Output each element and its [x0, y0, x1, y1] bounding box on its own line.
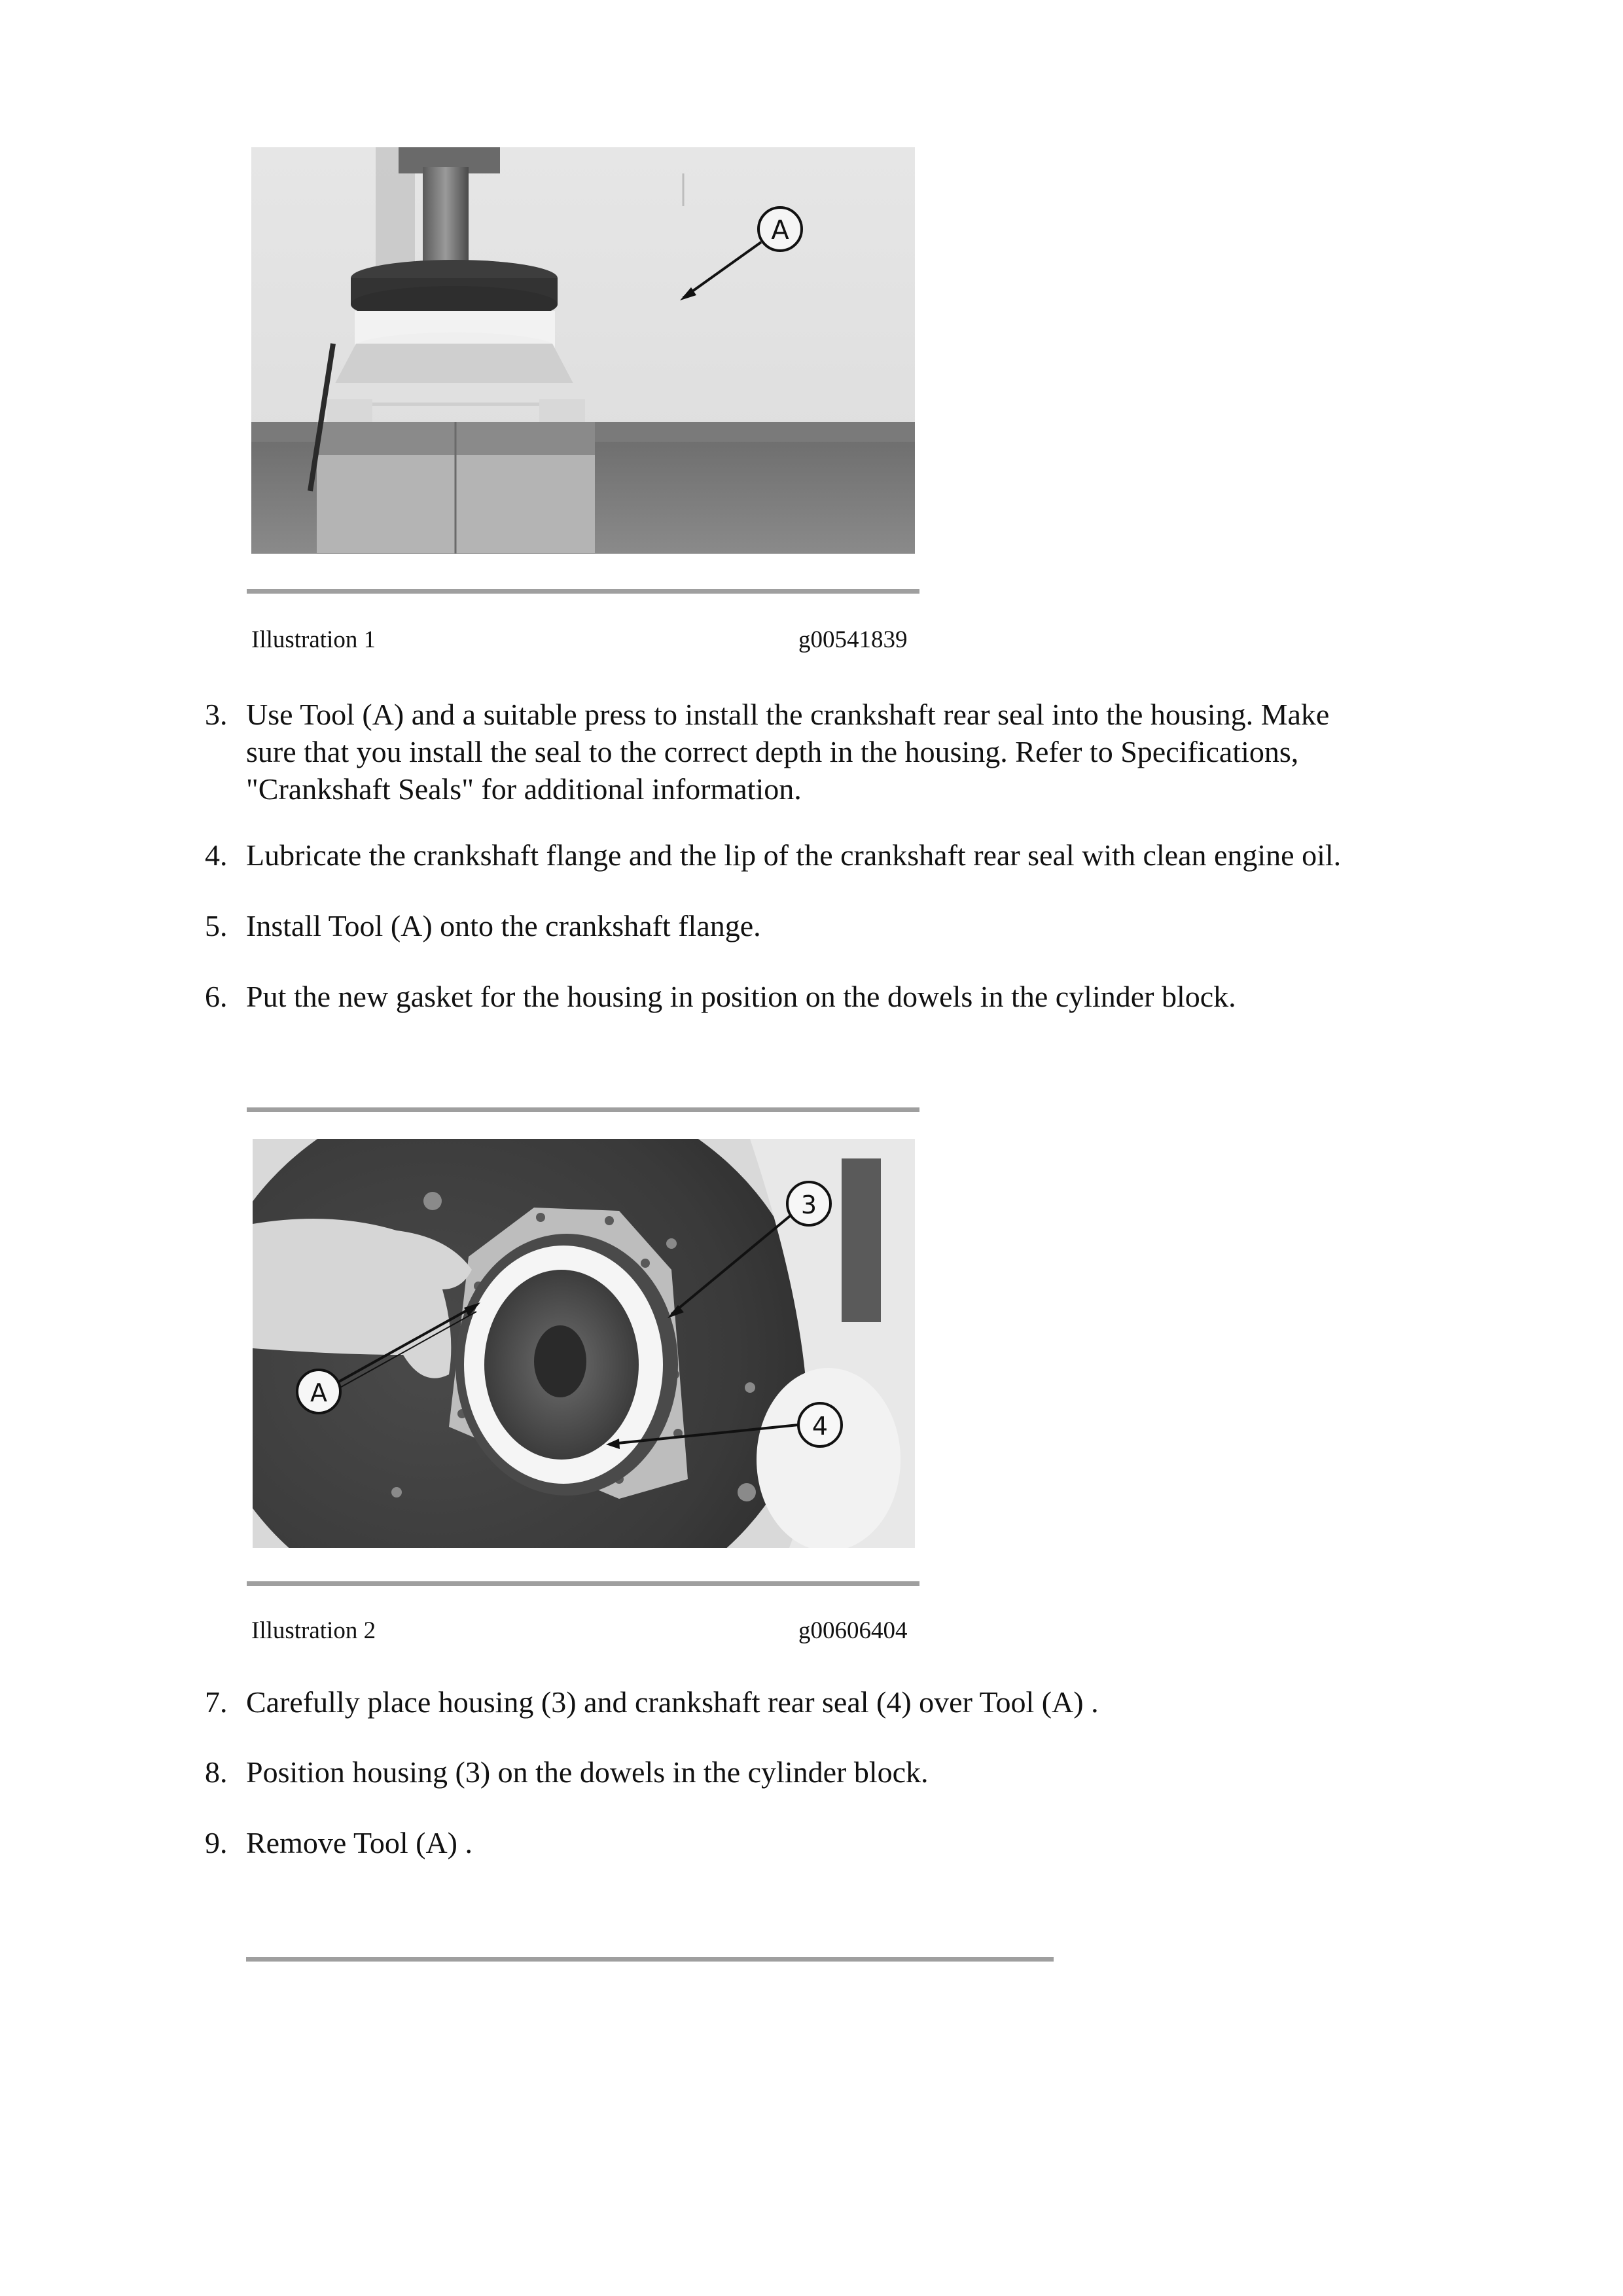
step-number: 6.: [205, 980, 228, 1013]
step-text-line: Lubricate the crankshaft flange and the lip of the crankshaft rear seal with clean engine oil.: [246, 838, 1342, 872]
callout-label: 4: [812, 1412, 829, 1441]
step-text-line: "Crankshaft Seals" for additional information.: [246, 772, 802, 806]
callout-label: A: [310, 1378, 327, 1407]
callout-3: [787, 1182, 830, 1225]
callout-a-illustration-1: [758, 207, 802, 251]
step-number: 8.: [205, 1755, 228, 1789]
step-number: 4.: [205, 838, 228, 872]
step-number: 5.: [205, 909, 228, 942]
illustration-1-code: g00541839: [798, 626, 908, 653]
callout-a-illustration-2: [297, 1370, 340, 1413]
illustration-1-rule: [247, 589, 919, 594]
step-text-line: Position housing (3) on the dowels in the cylinder block.: [246, 1755, 929, 1789]
illustration-2-top-rule: [247, 1107, 919, 1112]
step-text-line: Put the new gasket for the housing in position on the dowels in the cylinder block.: [246, 980, 1236, 1013]
press-install-seal-image: [251, 147, 915, 554]
illustration-1-photo: [251, 147, 915, 554]
housing-installation-image: [253, 1139, 915, 1548]
illustration-1-label: Illustration 1: [251, 626, 376, 653]
callout-label: A: [771, 215, 789, 245]
illustration-2-label: Illustration 2: [251, 1617, 376, 1644]
step-number: 3.: [205, 698, 228, 731]
step-text-line: Remove Tool (A) .: [246, 1826, 473, 1859]
callout-label: 3: [800, 1191, 817, 1219]
illustration-2-photo: [253, 1139, 915, 1548]
step-text-line: Use Tool (A) and a suitable press to install the crankshaft rear seal into the housing. Make: [246, 698, 1330, 731]
illustration-2-rule: [247, 1581, 919, 1586]
section-end-rule: [246, 1957, 1054, 1962]
callout-4: [798, 1403, 842, 1446]
illustration-2-code: g00606404: [798, 1617, 908, 1644]
step-text-line: Carefully place housing (3) and crankshaft rear seal (4) over Tool (A) .: [246, 1685, 1099, 1719]
step-text-line: Install Tool (A) onto the crankshaft flange.: [246, 909, 761, 942]
step-number: 7.: [205, 1685, 228, 1719]
step-number: 9.: [205, 1826, 228, 1859]
step-text-line: sure that you install the seal to the correct depth in the housing. Refer to Specifications,: [246, 735, 1299, 768]
